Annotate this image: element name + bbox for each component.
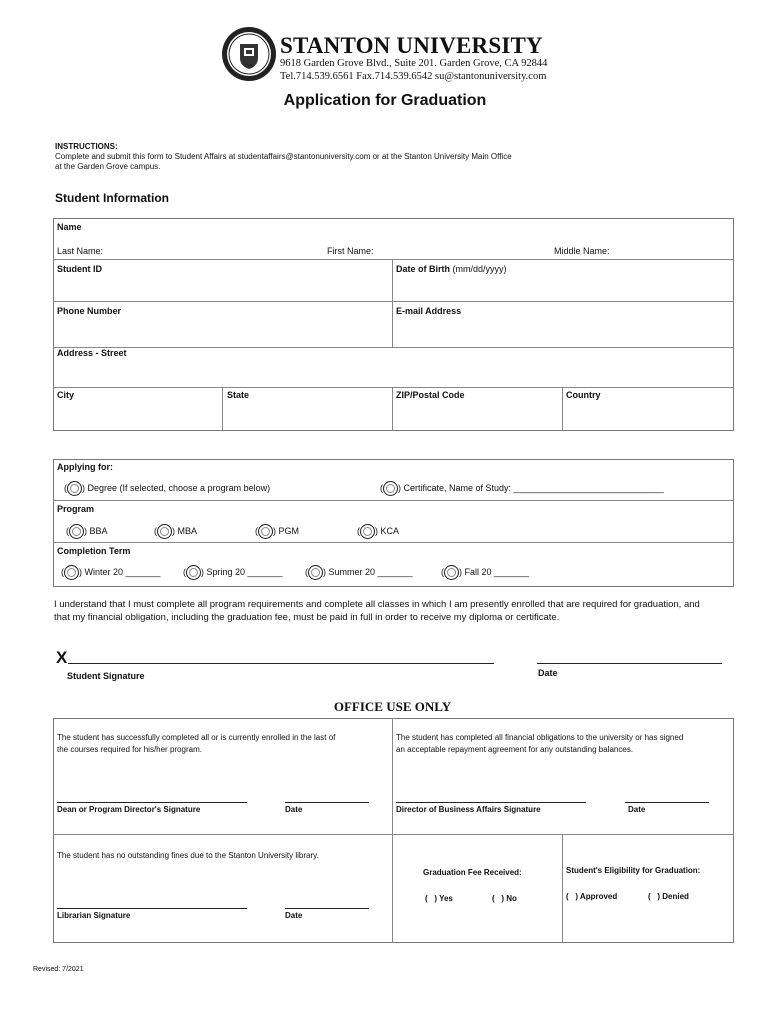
dean-signature-line[interactable] (57, 802, 247, 803)
applying-for-label: Applying for: (57, 462, 113, 472)
page-title: Application for Graduation (283, 92, 487, 109)
dob-label: Date of Birth (396, 264, 450, 274)
librarian-date-label: Date (285, 911, 303, 920)
student-signature-label: Student Signature (67, 671, 145, 681)
academic-completion-text-2: the courses required for his/her program. (57, 745, 202, 754)
dob-field[interactable] (396, 264, 507, 274)
state-field[interactable]: State (227, 390, 250, 400)
signature-x-mark: X (56, 648, 68, 667)
university-contact: Tel.714.539.6561 Fax.714.539.6542 su@stantonuniversity.com (280, 71, 547, 82)
student-id-field[interactable]: Student ID (57, 264, 102, 274)
academic-completion-text-1: The student has successfully completed all or is currently enrolled in the last of (57, 733, 336, 742)
fee-yes-option[interactable]: ( ) Yes (425, 894, 453, 903)
program-pgm-label: ) PGM (273, 526, 299, 536)
phone-field[interactable]: Phone Number (57, 306, 122, 316)
zip-field[interactable]: ZIP/Postal Code (396, 390, 465, 400)
last-name-field[interactable]: Last Name: (57, 246, 104, 256)
student-date-line[interactable] (537, 663, 722, 664)
program-pgm-radio[interactable] (258, 524, 273, 539)
first-name-field[interactable]: First Name: (327, 246, 374, 256)
instructions-text-line1: Complete and submit this form to Student Affairs at studentaffairs@stantonuniversity.com or at the Stanton University Main Office (55, 152, 512, 161)
country-field[interactable]: Country (566, 390, 601, 400)
program-kca-radio[interactable] (360, 524, 375, 539)
program-mba-label: ) MBA (172, 526, 198, 536)
term-fall-radio[interactable] (444, 565, 459, 580)
certificate-radio[interactable] (383, 481, 398, 496)
fee-no-option[interactable]: ( ) No (492, 894, 517, 903)
business-date-line[interactable] (625, 802, 709, 803)
business-signature-label: Director of Business Affairs Signature (396, 805, 541, 814)
student-info-table (53, 218, 734, 431)
term-spring-label: ) Spring 20 _______ (201, 567, 283, 577)
program-mba-radio[interactable] (157, 524, 172, 539)
address-street-field[interactable]: Address - Street (57, 348, 127, 358)
library-fines-text: The student has no outstanding fines due to the Stanton University library. (57, 851, 319, 860)
financial-completion-text-1: The student has completed all financial obligations to the university or has signed (396, 733, 684, 742)
certificate-option-label: ) Certificate, Name of Study: ______________________________ (398, 483, 664, 493)
eligibility-denied-option[interactable]: ( ) Denied (648, 892, 689, 901)
office-use-heading: OFFICE USE ONLY (333, 699, 452, 714)
university-address: 9618 Garden Grove Blvd., Suite 201. Garden Grove, CA 92844 (280, 58, 548, 69)
term-fall-label: ) Fall 20 _______ (459, 567, 530, 577)
business-signature-line[interactable] (396, 802, 586, 803)
term-summer-radio[interactable] (308, 565, 323, 580)
svg-text:1996: 1996 (245, 63, 253, 68)
graduation-fee-label: Graduation Fee Received: (423, 868, 522, 877)
librarian-date-line[interactable] (285, 908, 369, 909)
term-winter-label: ) Winter 20 _______ (79, 567, 161, 577)
name-label: Name (57, 222, 82, 232)
librarian-signature-line[interactable] (57, 908, 247, 909)
program-bba-radio[interactable] (69, 524, 84, 539)
dob-format: (mm/dd/yyyy) (452, 264, 507, 274)
eligibility-label: Student's Eligibility for Graduation: (566, 866, 701, 875)
program-label: Program (57, 504, 95, 514)
completion-term-label: Completion Term (57, 546, 131, 556)
financial-completion-text-2: an acceptable repayment agreement for any outstanding balances. (396, 745, 634, 754)
eligibility-approved-option[interactable]: ( ) Approved (566, 892, 618, 901)
instructions-label: INSTRUCTIONS: (55, 142, 118, 151)
degree-radio[interactable] (67, 481, 82, 496)
program-kca-label: ) KCA (375, 526, 400, 536)
revision-date: Revised: 7/2021 (33, 966, 84, 973)
instructions-text-line2: at the Garden Grove campus. (55, 162, 161, 171)
student-signature-line[interactable] (68, 663, 494, 664)
city-field[interactable]: City (57, 390, 75, 400)
term-summer-label: ) Summer 20 _______ (323, 567, 413, 577)
agreement-text-line1: I understand that I must complete all program requirements and complete all classes in which I am presently enrolled that are required for graduation, and (54, 599, 700, 610)
middle-name-field[interactable]: Middle Name: (554, 246, 610, 256)
business-date-label: Date (628, 805, 646, 814)
degree-option-label: ) Degree (If selected, choose a program below) (82, 483, 271, 493)
dean-date-line[interactable] (285, 802, 369, 803)
university-seal (221, 26, 277, 82)
librarian-signature-label: Librarian Signature (57, 911, 131, 920)
university-name: STANTON UNIVERSITY (280, 33, 543, 58)
student-date-label: Date (538, 668, 558, 678)
term-spring-radio[interactable] (186, 565, 201, 580)
term-winter-radio[interactable] (64, 565, 79, 580)
dean-signature-label: Dean or Program Director's Signature (57, 805, 201, 814)
program-bba-label: ) BBA (84, 526, 108, 536)
section-heading-student-info: Student Information (55, 191, 169, 205)
agreement-text-line2: that my financial obligation, including the graduation fee, must be paid in full in order to receive my diploma or certificate. (54, 612, 560, 623)
dean-date-label: Date (285, 805, 303, 814)
email-field[interactable]: E-mail Address (396, 306, 462, 316)
